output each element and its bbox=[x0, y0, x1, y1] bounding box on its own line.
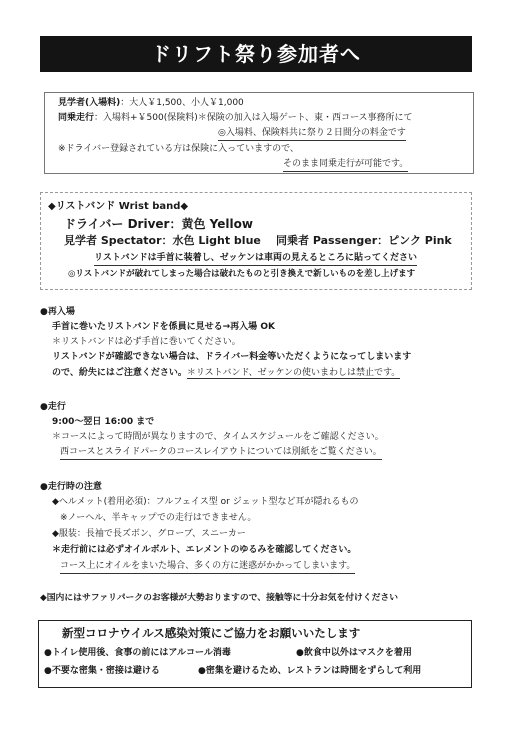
driver-insurance-note: ※ドライバー登録されている方は保険に入っていますので、 bbox=[58, 144, 299, 154]
wristband-passenger: 同乗者 Passenger：ピンク Pink bbox=[276, 234, 452, 247]
running-line2: 西コースとスライドパークのコースレイアウトについては別紙をご覧ください。 bbox=[60, 445, 382, 460]
running-heading: ●走行 bbox=[40, 402, 66, 412]
cautions-oil-spill: コース上にオイルをまいた場合、多くの方に迷惑がかかってしまいます。 bbox=[60, 559, 355, 574]
reentry-line4 bbox=[52, 366, 400, 380]
ride-along-possible-note: そのまま同乗走行が可能です。 bbox=[283, 157, 408, 172]
spectator-fee bbox=[58, 96, 244, 110]
reentry-heading: ●再入場 bbox=[40, 307, 75, 317]
wristband-driver: ドライバー Driver：黄色 Yellow bbox=[64, 217, 253, 231]
covid-item-restaurant: ●密集を避けるため、レストランは時間をずらして利用 bbox=[198, 666, 422, 676]
wristband-attach-note: リストバンドは手首に装着し、ゼッケンは車両の見えるところに貼ってください bbox=[94, 251, 417, 266]
page-title: ドリフト祭り参加者へ bbox=[40, 36, 472, 72]
wristband-replace-note: ◎リストバンドが破れてしまった場合は破れたものと引き換えで新しいものを差し上げます bbox=[68, 269, 416, 279]
wristband-spectator: 見学者 Spectator：水色 Light blue bbox=[64, 234, 261, 247]
ride-along-fee bbox=[58, 111, 413, 125]
cautions-heading: ●走行時の注意 bbox=[40, 482, 102, 492]
wristband-heading: ◆リストバンド Wrist band◆ bbox=[48, 201, 189, 212]
covid-item-avoid-crowds: ●不要な密集・密接は避ける bbox=[44, 666, 160, 676]
cautions-no-helmet: ※ノーヘル、半キャップでの走行はできません。 bbox=[60, 513, 257, 523]
reentry-line3: リストバンドが確認できない場合は、ドライバー料金等いただくようになってしまいます bbox=[52, 352, 412, 362]
covid-item-sanitize: ●トイレ使用後、食事の前にはアルコール消毒 bbox=[44, 648, 231, 658]
ride-along-fee-text: ：入場料+￥500(保険料)＊保険の加入は入場ゲート、東・西コース事務所にて bbox=[94, 113, 413, 123]
safari-park-note: ◆国内にはサファリパークのお客様が大勢おりますので、接触等に十分お気を付けください bbox=[40, 593, 399, 603]
ride-along-fee-label: 同乗走行 bbox=[58, 113, 95, 123]
reentry-line4b: ＊リストバンド、ゼッケンの使いまわしは禁止です。 bbox=[186, 368, 401, 378]
covid-item-mask: ●飲食中以外はマスクを着用 bbox=[296, 648, 412, 658]
cautions-helmet: ◆ヘルメット(着用必須)：フルフェイス型 or ジェット型など耳が隠れるもの bbox=[52, 497, 359, 507]
spectator-fee-text: ：大人￥1,500、小人￥1,000 bbox=[120, 98, 244, 108]
reentry-line2: ＊リストバンドは必ず手首に巻いてください。 bbox=[52, 337, 241, 347]
spectator-fee-label: 見学者(入場料) bbox=[58, 98, 121, 108]
cautions-clothing: ◆服装：長袖で長ズボン、グローブ、スニーカー bbox=[52, 529, 246, 539]
running-time: 9:00～翌日 16:00 まで bbox=[52, 417, 155, 427]
running-line1: ＊コースによって時間が異なりますので、タイムスケジュールをご確認ください。 bbox=[52, 432, 384, 442]
cautions-oil-bolt: ＊走行前には必ずオイルボルト、エレメントのゆるみを確認してください。 bbox=[52, 545, 357, 555]
covid-heading: 新型コロナウイルス感染対策にご協力をお願いいたします bbox=[62, 626, 361, 640]
reentry-line4a: ので、紛失にはご注意ください。 bbox=[52, 368, 187, 378]
fee-two-days-note: ◎入場料、保険料共に祭り２日間分の料金です bbox=[218, 126, 406, 141]
reentry-line1: 手首に巻いたリストバンドを係員に見せる→再入場 OK bbox=[52, 322, 275, 332]
